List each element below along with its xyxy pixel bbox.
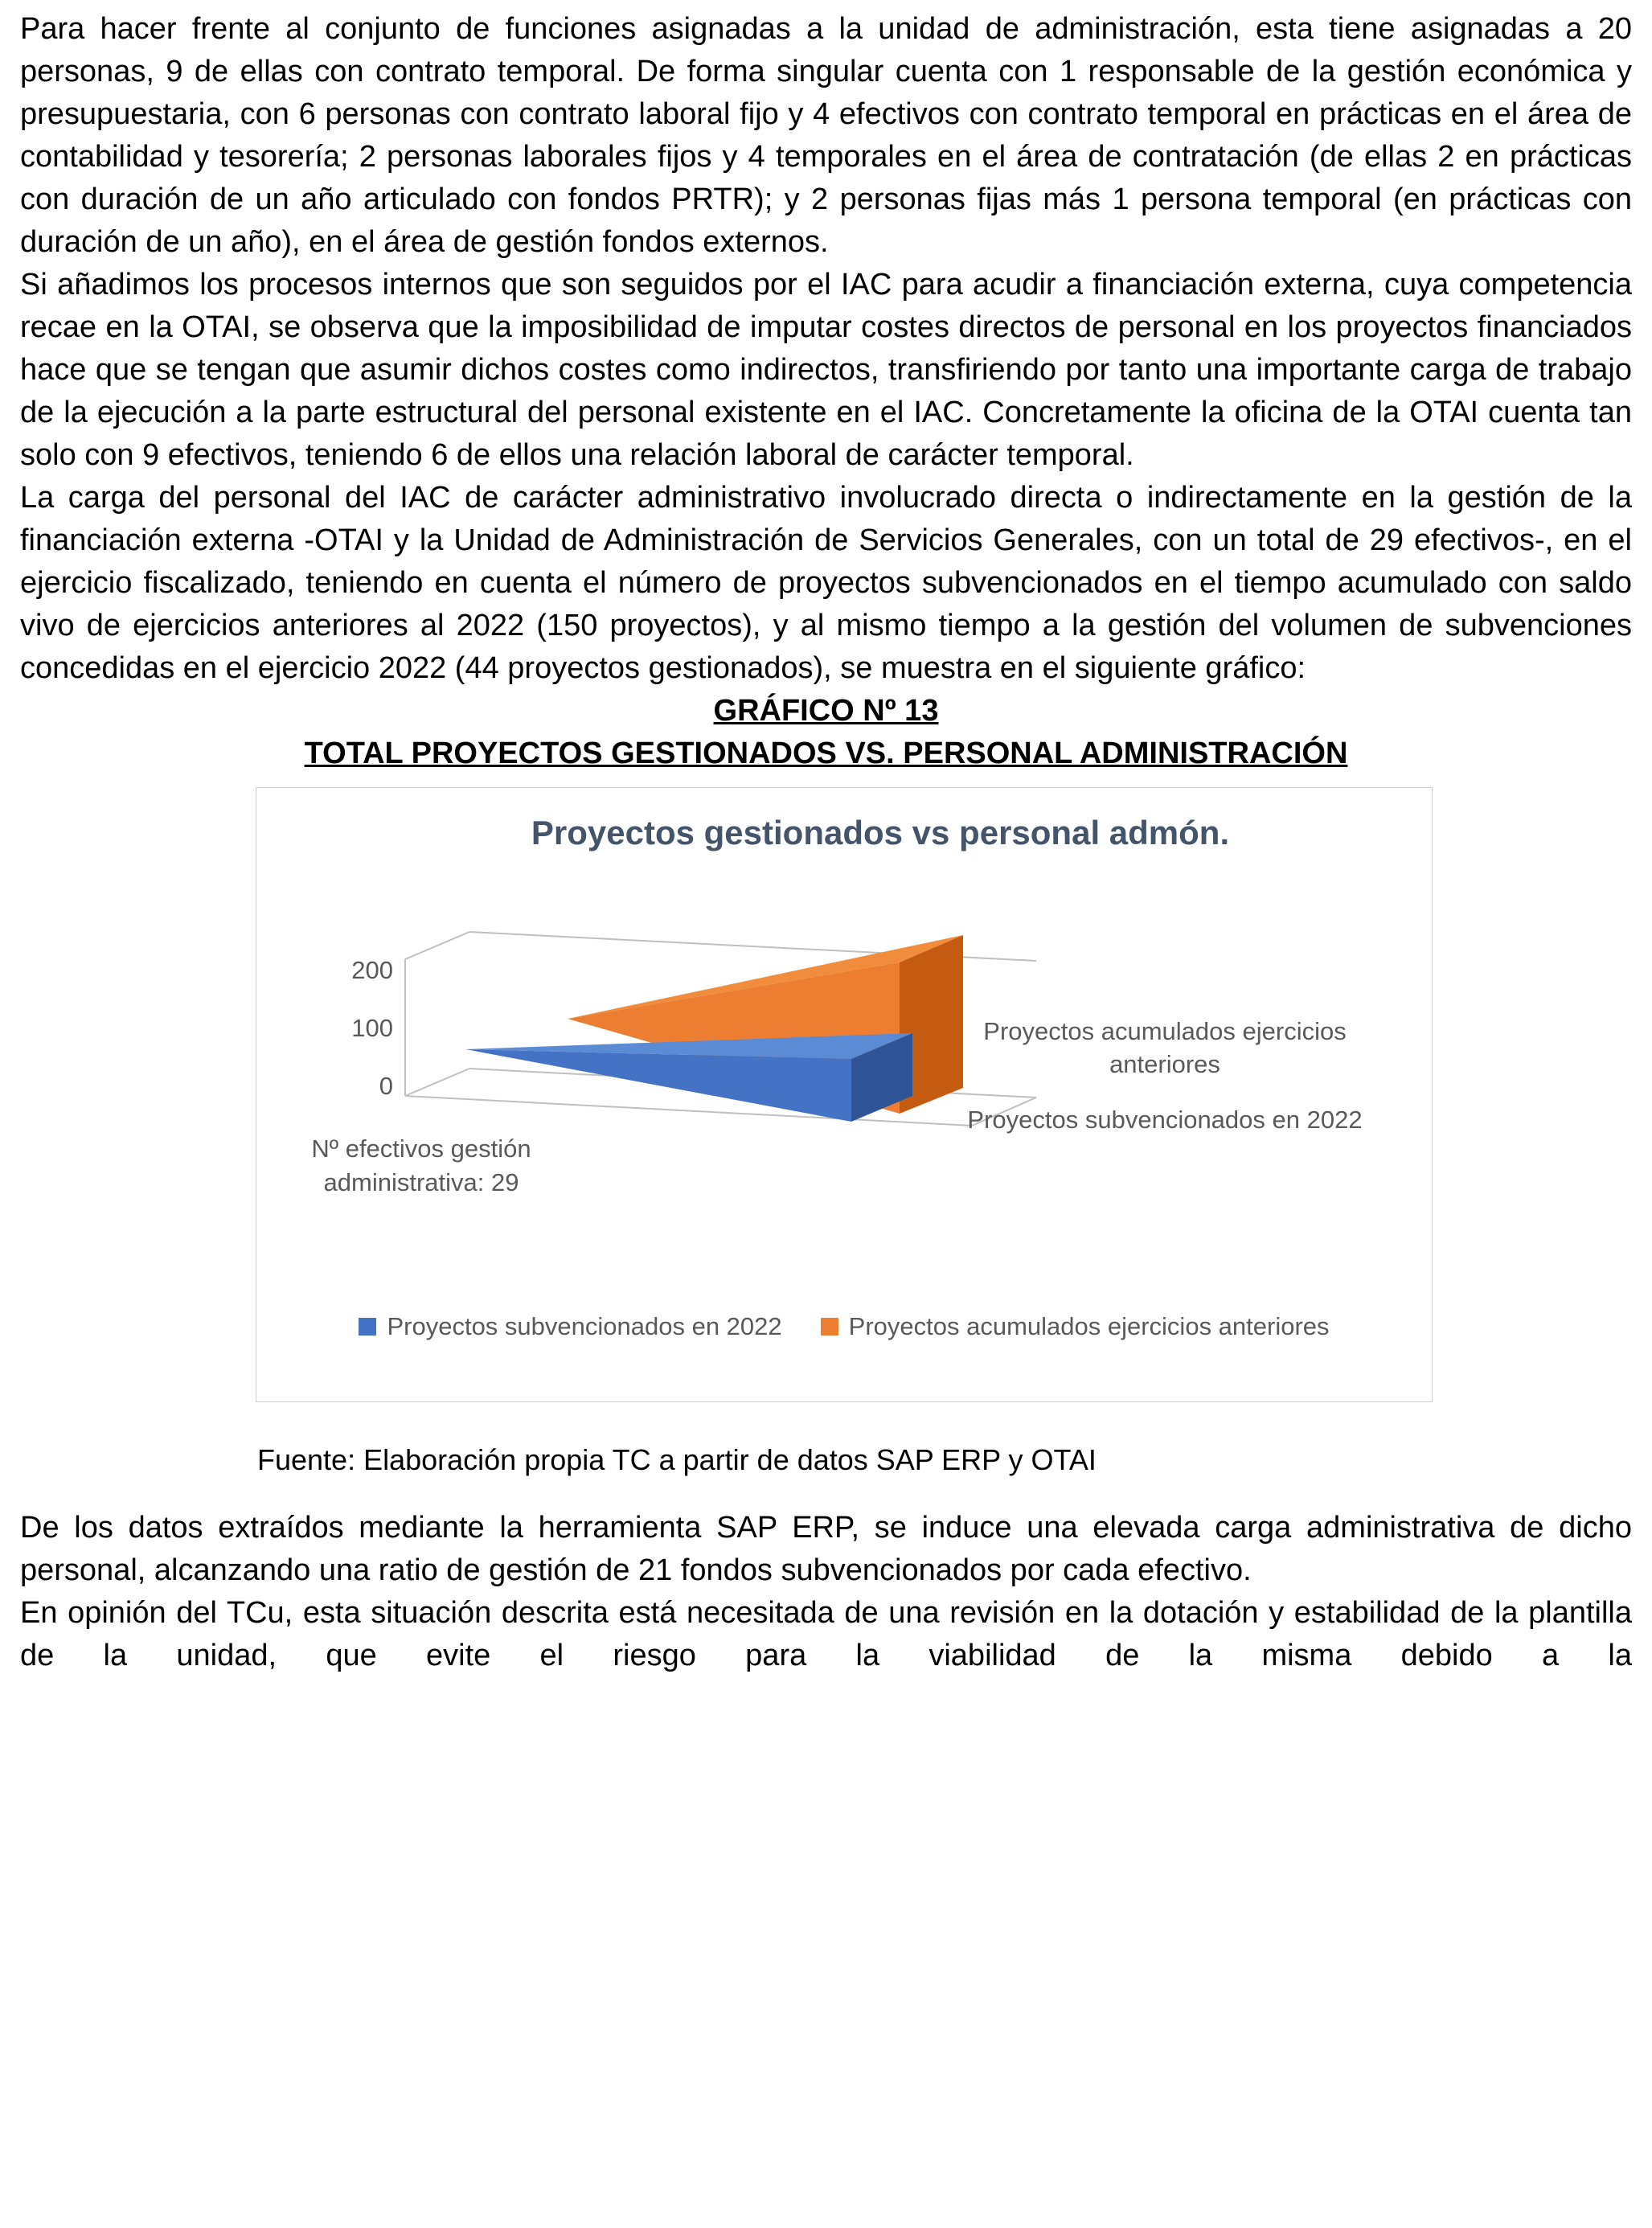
body-paragraph: De los datos extraídos mediante la herramienta SAP ERP, se induce una elevada carga administrativa de dicho personal, alcanzando una ratio de gestión de 21 fondos subvencionados por cada efectivo. bbox=[20, 1511, 1632, 1587]
legend-item-subsidized bbox=[359, 1312, 781, 1341]
series-subsidized-wedge bbox=[465, 1033, 912, 1122]
y-tick-200: 200 bbox=[351, 956, 393, 984]
legend-label-accumulated: Proyectos acumulados ejercicios anteriores bbox=[848, 1312, 1330, 1340]
chart-heading-line1 bbox=[20, 690, 1632, 732]
body-paragraph: Para hacer frente al conjunto de funciones asignadas a la unidad de administración, esta tiene asignadas a 20 personas, 9 de ellas con contrato temporal. De forma singular cuenta con 1 responsable de la gestión económica y presupuestaria, con 6 personas con contrato laboral fijo y 4 efectivos con contrato temporal en prácticas en el área de contabilidad y tesorería; 2 personas laborales fijos y 4 temporales en el área de contratación (de ellas 2 en prácticas con duración de un año articulado con fondos PRTR); y 2 personas fijas más 1 persona temporal (en prácticas con duración de un año), en el área de gestión fondos externos. bbox=[20, 12, 1632, 259]
chart-heading-line2 bbox=[20, 732, 1632, 775]
chart-source-caption: Fuente: Elaboración propia TC a partir de datos SAP ERP y OTAI bbox=[257, 1443, 1097, 1476]
body-paragraph: Si añadimos los procesos internos que son seguidos por el IAC para acudir a financiación externa, cuya competencia recae en la OTAI, se observa que la imposibilidad de imputar costes directos de personal en los proyectos financiados hace que se tengan que asumir dichos costes como indirectos, transfiriendo por tanto una importante carga de trabajo de la ejecución a la parte estructural del personal existente en el IAC. Concretamente la oficina de la OTAI cuenta tan solo con 9 efectivos, teniendo 6 de ellos una relación laboral de carácter temporal. bbox=[20, 268, 1632, 472]
chart-heading-text2: TOTAL PROYECTOS GESTIONADOS VS. PERSONAL ADMINISTRACIÓN bbox=[304, 737, 1348, 770]
series-label-accumulated: Proyectos acumulados ejercicios anteriores bbox=[983, 1017, 1347, 1078]
legend-item-accumulated bbox=[821, 1312, 1330, 1341]
legend-swatch-blue-icon bbox=[359, 1318, 376, 1336]
chart-plot-area bbox=[313, 888, 1197, 1274]
chart-heading bbox=[20, 690, 1632, 775]
body-paragraph: En opinión del TCu, esta situación descrita está necesitada de una revisión en la dotación y estabilidad de la plantilla de la unidad, que evite el riesgo para la viabilidad de la misma debido a la bbox=[20, 1596, 1632, 1672]
chart-title: Proyectos gestionados vs personal admón. bbox=[531, 814, 1230, 851]
body-paragraph: La carga del personal del IAC de carácter administrativo involucrado directa o indirectamente en la gestión de la financiación externa -OTAI y la Unidad de Administración de Servicios Generales, con un total de 29 efectivos-, en el ejercicio fiscalizado, teniendo en cuenta el número de proyectos subvencionados en el tiempo acumulado con saldo vivo de ejercicios anteriores al 2022 (150 proyectos), y al mismo tiempo a la gestión del volumen de subvenciones concedidas en el ejercicio 2022 (44 proyectos gestionados), se muestra en el siguiente gráfico: bbox=[20, 481, 1632, 685]
y-tick-100: 100 bbox=[351, 1014, 393, 1042]
chart-legend bbox=[256, 1312, 1432, 1341]
legend-label-subsidized: Proyectos subvencionados en 2022 bbox=[387, 1312, 782, 1340]
series-label-subsidized: Proyectos subvencionados en 2022 bbox=[967, 1106, 1363, 1134]
category-axis-label: Nº efectivos gestión administrativa: 29 bbox=[311, 1135, 531, 1196]
chart-container bbox=[256, 787, 1433, 1402]
y-tick-0: 0 bbox=[379, 1072, 393, 1100]
chart-heading-text1: GRÁFICO Nº 13 bbox=[713, 694, 939, 728]
legend-swatch-orange-icon bbox=[821, 1318, 838, 1336]
